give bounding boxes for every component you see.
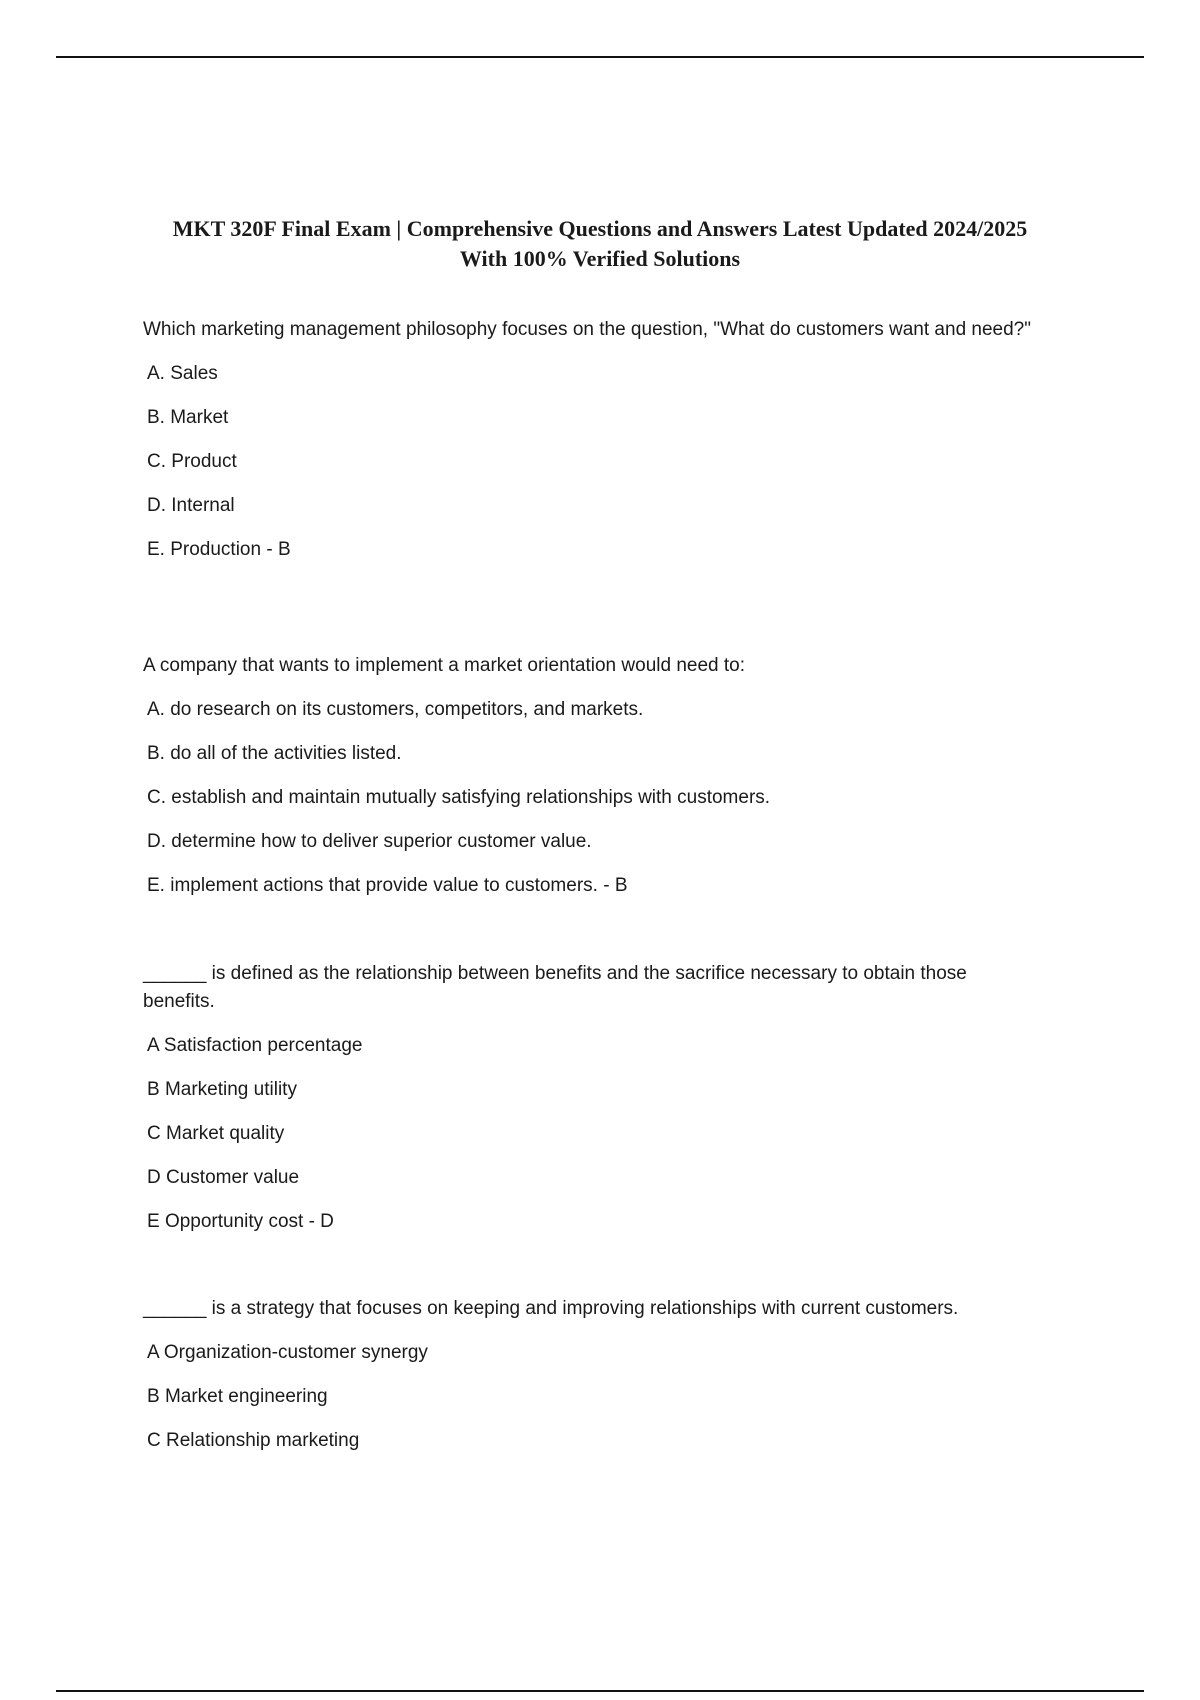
option-a: A. do research on its customers, competitors, and markets.	[147, 699, 644, 720]
question-2	[143, 652, 1043, 916]
option-a: A Satisfaction percentage	[147, 1035, 363, 1056]
option-b: B Market engineering	[147, 1386, 328, 1407]
option-e: E. implement actions that provide value to customers. - B	[147, 875, 628, 896]
top-rule	[56, 56, 1144, 58]
question-text: ______ is a strategy that focuses on keeping and improving relationships with current customers.	[143, 1298, 959, 1319]
option-e: E Opportunity cost - D	[147, 1211, 334, 1232]
option-b: B. do all of the activities listed.	[147, 743, 402, 764]
option-c: C. Product	[147, 451, 237, 472]
option-c: C Relationship marketing	[147, 1430, 360, 1451]
option-a: A. Sales	[147, 363, 218, 384]
question-text: Which marketing management philosophy focuses on the question, "What do customers want and need?"	[143, 319, 1031, 340]
question-3	[143, 960, 1043, 1252]
question-text: ______ is defined as the relationship between benefits and the sacrifice necessary to obtain those benefits.	[143, 963, 967, 1012]
question-4	[143, 1295, 1043, 1471]
bottom-rule	[56, 1690, 1144, 1692]
option-c: C Market quality	[147, 1123, 285, 1144]
option-e: E. Production - B	[147, 539, 291, 560]
title-line-2: With 100% Verified Solutions	[459, 246, 741, 271]
document-title	[130, 214, 1070, 274]
title-line-1: MKT 320F Final Exam | Comprehensive Questions and Answers Latest Updated 2024/2025	[172, 216, 1028, 241]
question-text: A company that wants to implement a market orientation would need to:	[143, 655, 745, 676]
option-b: B Marketing utility	[147, 1079, 297, 1100]
option-d: D Customer value	[147, 1167, 300, 1188]
option-b: B. Market	[147, 407, 229, 428]
question-1	[143, 316, 1043, 580]
option-c: C. establish and maintain mutually satisfying relationships with customers.	[147, 787, 771, 808]
option-d: D. determine how to deliver superior customer value.	[147, 831, 592, 852]
option-d: D. Internal	[147, 495, 235, 516]
option-a: A Organization-customer synergy	[147, 1342, 428, 1363]
